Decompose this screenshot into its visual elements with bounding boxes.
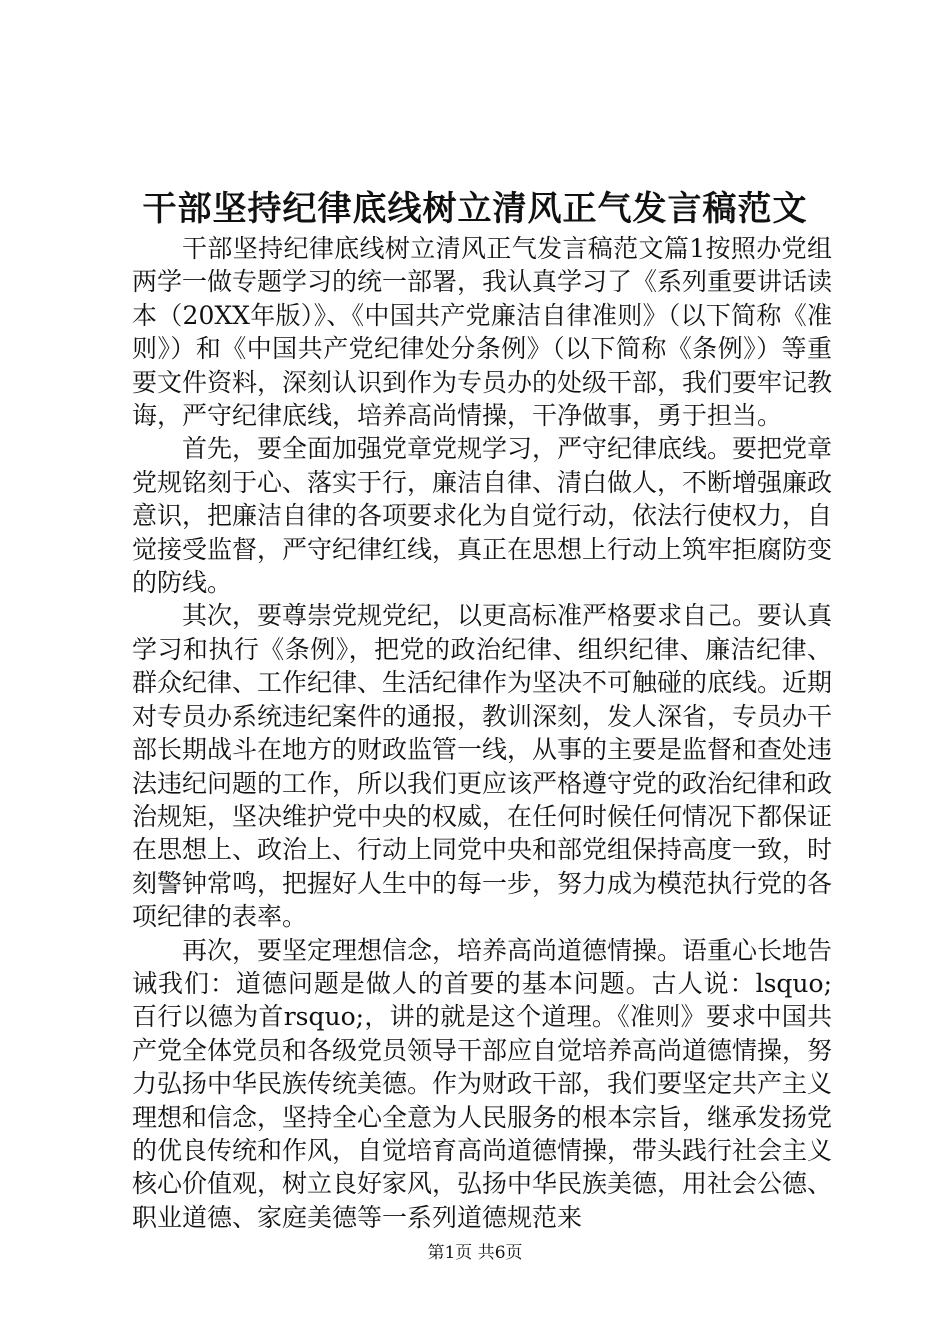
paragraph-second-point: 其次，要尊崇党规党纪，以更高标准严格要求自己。要认真学习和执行《条例》，把党的政治纪律、组织纪律、廉洁纪律、群众纪律、工作纪律、生活纪律作为坚决不可触碰的底线。近期对专员办系统违纪案件的通报，教训深刻，发人深省，专员办干部长期战斗在地方的财政监管一线，从事的主要是监督和查处违法违纪问题的工作，所以我们更应该严格遵守党的政治纪律和政治规矩，坚决维护党中央的权威，在任何时候任何情况下都保证在思想上、政治上、行动上同党中央和部党组保持高度一致，时刻警钟常鸣，把握好人生中的每一步，努力成为模范执行党的各项纪律的表率。 <box>132 601 833 932</box>
page-number-footer: 第1页 共6页 <box>427 1243 523 1263</box>
document-body <box>132 232 832 1234</box>
document-title: 干部坚持纪律底线树立清风正气发言稿范文 <box>142 189 808 229</box>
paragraph-third-point: 再次，要坚定理想信念，培养高尚道德情操。语重心长地告诫我们：道德问题是做人的首要的基本问题。古人说：lsquo;百行以德为首rsquo;，讲的就是这个道理。《准则》要求中国共产党全体党员和各级党员领导干部应自觉培养高尚道德情操，努力弘扬中华民族传统美德。作为财政干部，我们要坚定共产主义理想和信念，坚持全心全意为人民服务的根本宗旨，继承发扬党的优良传统和作风，自觉培育高尚道德情操，带头践行社会主义核心价值观，树立良好家风，弘扬中华民族美德，用社会公德、职业道德、家庭美德等一系列道德规范来 <box>132 935 833 1232</box>
paragraph-intro: 干部坚持纪律底线树立清风正气发言稿范文篇1按照办党组两学一做专题学习的统一部署，我认真学习了《系列重要讲话读本（20XX年版）》、《中国共产党廉洁自律准则》（以下简称《准则》）和《中国共产党纪律处分条例》（以下简称《条例》）等重要文件资料，深刻认识到作为专员办的处级干部，我们要牢记教诲，严守纪律底线，培养高尚情操，干净做事，勇于担当。 <box>132 234 833 431</box>
paragraph-first-point: 首先，要全面加强党章党规学习，严守纪律底线。要把党章党规铭刻于心、落实于行，廉洁自律、清白做人，不断增强廉政意识，把廉洁自律的各项要求化为自觉行动，依法行使权力，自觉接受监督，严守纪律红线，真正在思想上行动上筑牢拒腐防变的防线。 <box>132 434 833 598</box>
